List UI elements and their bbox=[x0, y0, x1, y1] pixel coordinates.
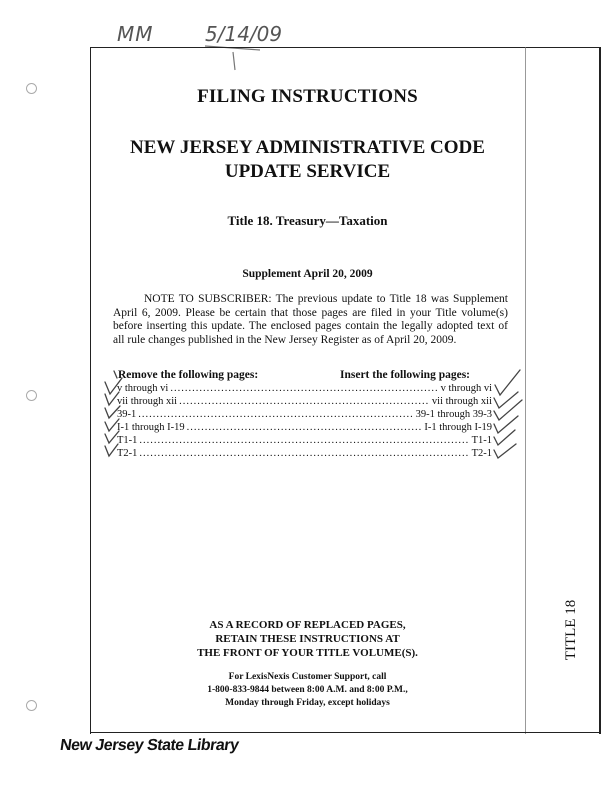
remove-pages-cell: vii through xii bbox=[117, 396, 178, 407]
check-mark-icon bbox=[105, 371, 122, 394]
remove-pages-cell: v through vi bbox=[117, 383, 169, 394]
binder-hole-top bbox=[26, 83, 37, 94]
insert-pages-cell: vii through xii bbox=[431, 396, 492, 407]
handwritten-initials: MM bbox=[117, 22, 154, 46]
supplement-date: Supplement April 20, 2009 bbox=[242, 268, 373, 280]
record-notice-line1: AS A RECORD OF REPLACED PAGES, bbox=[209, 619, 406, 631]
check-mark-icon bbox=[105, 419, 119, 431]
support-line2: 1-800-833-9844 between 8:00 A.M. and 8:00 P.M., bbox=[207, 685, 408, 695]
check-mark-icon bbox=[105, 406, 120, 418]
handwritten-check-marks bbox=[100, 368, 530, 463]
record-notice-line3: THE FRONT OF YOUR TITLE VOLUME(S). bbox=[197, 647, 418, 659]
filing-instructions-heading: FILING INSTRUCTIONS bbox=[197, 86, 418, 107]
insert-pages-header: Insert the following pages: bbox=[340, 369, 471, 381]
remove-pages-cell: I-1 through I-19 bbox=[117, 422, 185, 433]
side-tab-label: TITLE 18 bbox=[563, 599, 579, 661]
insert-pages-cell: I-1 through I-19 bbox=[424, 422, 492, 433]
binder-hole-bottom bbox=[26, 700, 37, 711]
remove-pages-header: Remove the following pages: bbox=[118, 369, 259, 381]
code-title-line2: UPDATE SERVICE bbox=[224, 161, 391, 182]
binder-hole-middle bbox=[26, 390, 37, 401]
support-line3: Monday through Friday, except holidays bbox=[225, 698, 390, 708]
insert-pages-cell: v through vi bbox=[440, 383, 492, 394]
support-line1: For LexisNexis Customer Support, call bbox=[228, 672, 387, 682]
check-mark-icon bbox=[105, 431, 119, 443]
code-title-line1: NEW JERSEY ADMINISTRATIVE CODE bbox=[130, 137, 485, 158]
page-bottom-rule bbox=[90, 732, 600, 733]
check-mark-icon bbox=[494, 444, 516, 458]
insert-pages-cell: T2-1 bbox=[471, 448, 492, 459]
library-stamp: New Jersey State Library bbox=[58, 737, 240, 754]
handwritten-date: 5/14/09 bbox=[205, 22, 283, 46]
subscriber-note-text: NOTE TO SUBSCRIBER: The previous update to Title 18 was Supplement April 6, 2009. Please be certain that those pages are filed in your Title volume(s) before inserting this update. The enclosed pages contain the legally adopted text of all rule changes published in the New Jersey Register as of April 20, 2009. bbox=[113, 293, 508, 346]
check-mark-icon bbox=[105, 444, 118, 456]
remove-pages-cell: T2-1 bbox=[117, 448, 138, 459]
insert-pages-cell: T1-1 bbox=[471, 435, 492, 446]
record-notice-line2: RETAIN THESE INSTRUCTIONS AT bbox=[215, 633, 400, 645]
check-mark-icon bbox=[495, 370, 520, 395]
remove-pages-cell: T1-1 bbox=[117, 435, 138, 446]
insert-pages-cell: 39-1 through 39-3 bbox=[415, 409, 492, 420]
check-mark-icon bbox=[494, 392, 518, 408]
subscriber-note bbox=[113, 293, 508, 347]
title-subtitle: Title 18. Treasury—Taxation bbox=[227, 213, 388, 228]
check-mark-icon bbox=[105, 392, 119, 405]
remove-pages-cell: 39-1 bbox=[117, 409, 137, 420]
